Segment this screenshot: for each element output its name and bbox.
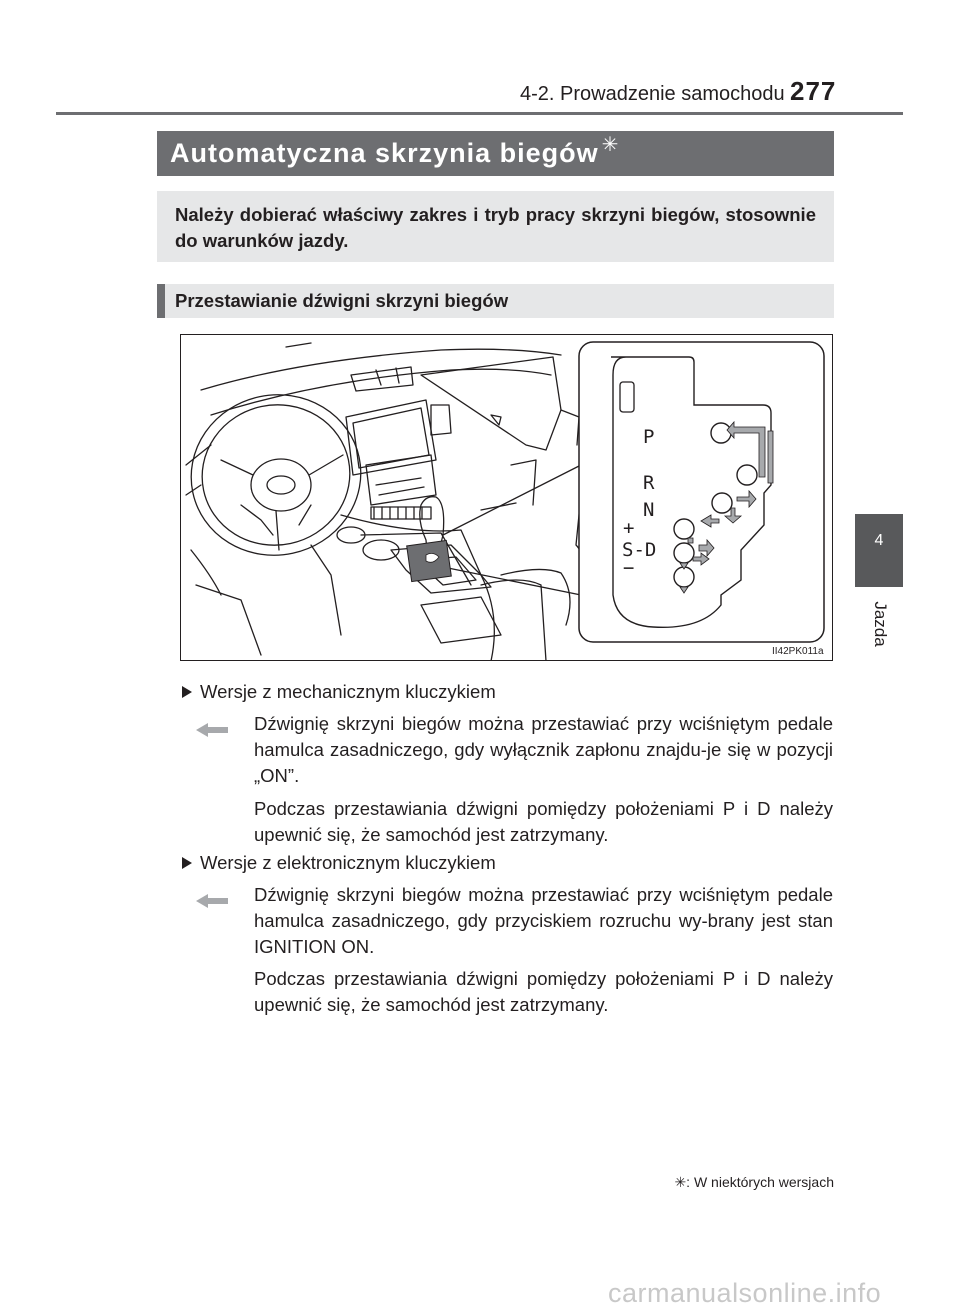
chapter-label: Jazda	[871, 601, 890, 647]
bullet-electronic-key-text: Wersje z elektronicznym kluczykiem	[200, 852, 496, 873]
footnote-asterisk-icon: ✳	[674, 1174, 687, 1190]
footnote	[650, 1174, 834, 1191]
title-asterisk-icon: ✳	[601, 134, 620, 156]
left-arrow-icon	[196, 722, 228, 738]
gate-label-r: R	[643, 472, 655, 494]
header-rule	[56, 112, 903, 115]
bullet-mechanical-key	[182, 681, 496, 703]
footnote-text: : W niektórych wersjach	[686, 1174, 834, 1190]
note-mechanical-key: Dźwignię skrzyni biegów można przestawiać przy wciśniętym pedale hamulca zasadniczego, gdy wyłącznik zapłonu znajdu-je się w pozycji „ON”.	[254, 713, 833, 786]
page-title-wrap	[170, 134, 620, 169]
illustration-frame	[180, 334, 833, 661]
subheading-accent	[157, 284, 165, 318]
page-title-bar	[157, 131, 834, 176]
gate-label-p: P	[643, 426, 655, 448]
gate-label-n: N	[643, 499, 655, 521]
cockpit-illustration	[181, 335, 833, 661]
left-arrow-icon	[196, 893, 228, 909]
gate-label-minus: −	[623, 557, 635, 579]
chapter-tab	[855, 514, 903, 587]
note-electronic-key: Dźwignię skrzyni biegów można przestawiać przy wciśniętym pedale hamulca zasadniczego, gdy przyciskiem rozruchu wy-brany jest stan IGNITION ON.	[254, 884, 833, 957]
page-title: Automatyczna skrzynia biegów	[170, 138, 599, 168]
watermark: carmanualsonline.info	[608, 1278, 882, 1308]
running-header-section: 4-2. Prowadzenie samochodu	[520, 83, 785, 105]
triangle-right-icon	[182, 857, 192, 869]
triangle-right-icon	[182, 686, 192, 698]
page-number: 277	[790, 76, 837, 106]
gate-label-sd: S-D	[622, 539, 657, 561]
figure-code: II42PK011a	[772, 646, 824, 657]
chapter-label-box	[856, 594, 904, 654]
intro-text: Należy dobierać właściwy zakres i tryb pracy skrzyni biegów, stosownie do warunków jazdy.	[175, 204, 816, 251]
text-electronic-key: Podczas przestawiania dźwigni pomiędzy położeniami P i D należy upewnić się, że samochód jest zatrzymany.	[254, 968, 833, 1015]
bullet-electronic-key	[182, 852, 496, 874]
gate-label-plus: +	[623, 517, 635, 539]
subheading-text: Przestawianie dźwigni skrzyni biegów	[175, 290, 509, 311]
text-mechanical-key: Podczas przestawiania dźwigni pomiędzy położeniami P i D należy upewnić się, że samochód jest zatrzymany.	[254, 798, 833, 845]
subheading-box	[157, 284, 834, 318]
bullet-mechanical-key-text: Wersje z mechanicznym kluczykiem	[200, 681, 496, 702]
chapter-number: 4	[874, 532, 884, 549]
intro-box	[157, 191, 834, 262]
